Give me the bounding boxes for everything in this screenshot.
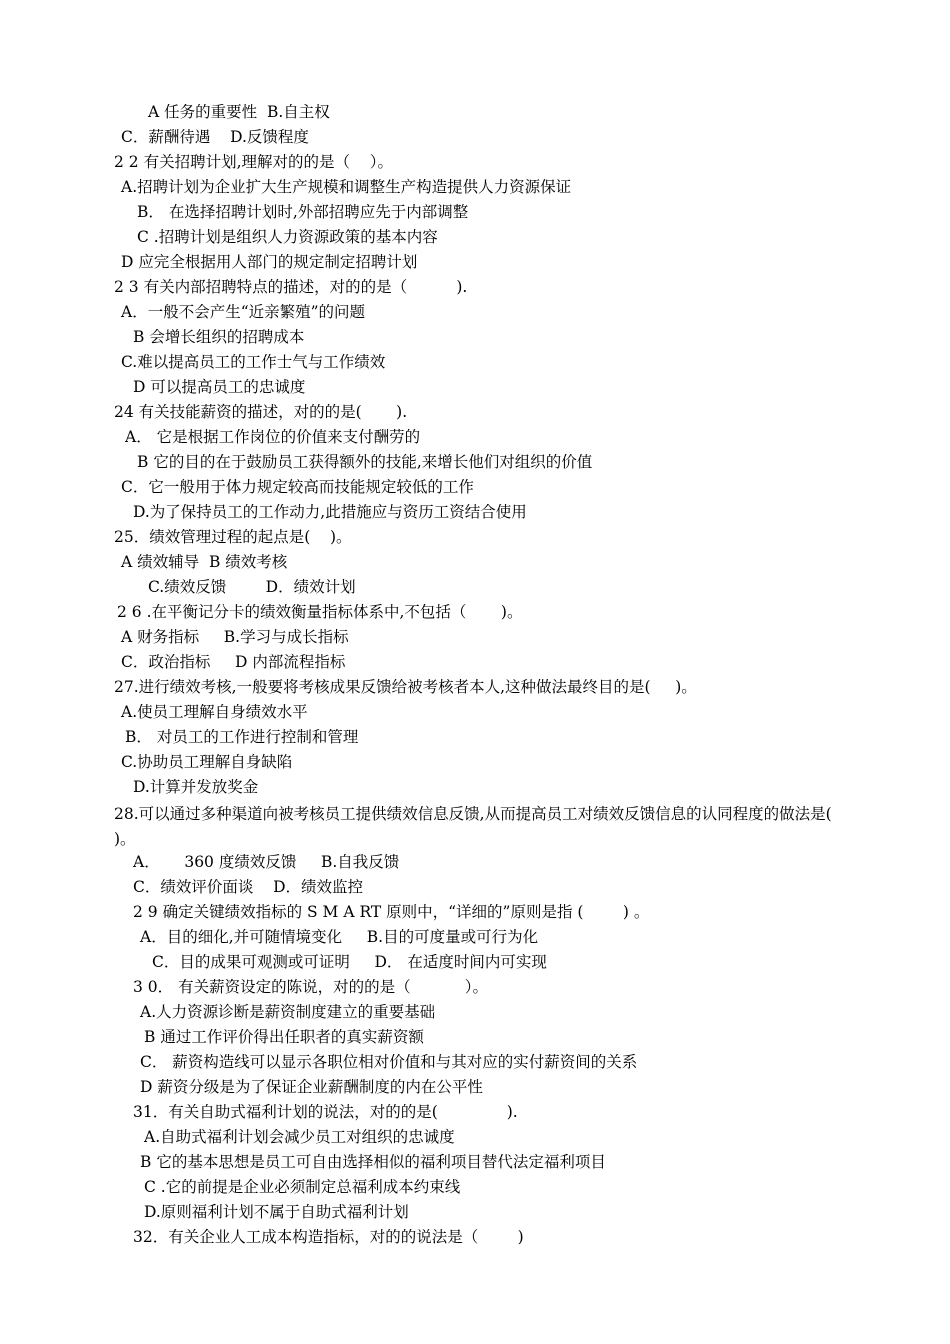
option-line: C .它的前提是企业必须制定总福利成本约束线 bbox=[144, 1178, 461, 1196]
option-line: C.绩效反馈 D．绩效计划 bbox=[148, 578, 356, 596]
question-line: 27.进行绩效考核,一般要将考核成果反馈给被考核者本人,这种做法最终目的是( )。 bbox=[114, 678, 697, 696]
question-line: 2 9 确定关键绩效指标的 S M A RT 原则中，“详细的”原则是指 ( ) 。 bbox=[133, 903, 650, 921]
option-line: C.难以提高员工的工作士气与工作绩效 bbox=[121, 353, 386, 371]
option-line: B 会增长组织的招聘成本 bbox=[133, 328, 305, 346]
option-line: A.人力资源诊断是薪资制度建立的重要基础 bbox=[140, 1003, 436, 1021]
option-line: A． 360 度绩效反馈 B.自我反馈 bbox=[133, 853, 400, 871]
option-line: A．目的细化,并可随情境变化 B.目的可度量或可行为化 bbox=[140, 928, 539, 946]
option-line: D.为了保持员工的工作动力,此措施应与资历工资结合使用 bbox=[133, 503, 527, 521]
question-line: 28.可以通过多种渠道向被考核员工提供绩效信息反馈,从而提高员工对绩效反馈信息的认同程度的做法是( )。 bbox=[114, 805, 832, 848]
option-line: D 薪资分级是为了保证企业薪酬制度的内在公平性 bbox=[140, 1078, 483, 1096]
question-line: 25．绩效管理过程的起点是( )。 bbox=[114, 528, 352, 546]
option-line: D 可以提高员工的忠诚度 bbox=[133, 378, 306, 396]
option-line: A.自助式福利计划会减少员工对组织的忠诚度 bbox=[144, 1128, 455, 1146]
question-line: 32．有关企业人工成本构造指标，对的的说法是（ ) bbox=[133, 1228, 524, 1246]
option-line: C． 薪资构造线可以显示各职位相对价值和与其对应的实付薪资间的关系 bbox=[140, 1053, 638, 1071]
question-line: 2 2 有关招聘计划,理解对的的是（ ）。 bbox=[114, 153, 393, 171]
option-line: B 它的基本思想是员工可自由选择相似的福利项目替代法定福利项目 bbox=[140, 1153, 606, 1171]
option-line: C .招聘计划是组织人力资源政策的基本内容 bbox=[137, 228, 438, 246]
option-line: A.使员工理解自身绩效水平 bbox=[121, 703, 308, 721]
question-line: 24 有关技能薪资的描述，对的的是( ). bbox=[114, 403, 408, 421]
option-line: B． 在选择招聘计划时,外部招聘应先于内部调整 bbox=[137, 203, 469, 221]
option-line: C．目的成果可观测或可证明 D． 在适度时间内可实现 bbox=[152, 953, 547, 971]
option-line: A.招聘计划为企业扩大生产规模和调整生产构造提供人力资源保证 bbox=[121, 178, 572, 196]
question-line: 2 3 有关内部招聘特点的描述，对的的是（ ). bbox=[114, 278, 468, 296]
option-line: A． 它是根据工作岗位的价值来支付酬劳的 bbox=[125, 428, 421, 446]
option-line: C．政治指标 D 内部流程指标 bbox=[121, 653, 346, 671]
option-line: A 财务指标 B.学习与成长指标 bbox=[121, 628, 349, 646]
option-line: A 绩效辅导 B 绩效考核 bbox=[121, 553, 288, 571]
question-line: 2 6 .在平衡记分卡的绩效衡量指标体系中,不包括（ )。 bbox=[117, 603, 523, 621]
option-line: B． 对员工的工作进行控制和管理 bbox=[125, 728, 359, 746]
option-line: D.原则福利计划不属于自助式福利计划 bbox=[144, 1203, 409, 1221]
question-line: 31．有关自助式福利计划的说法，对的的是( ). bbox=[133, 1103, 518, 1121]
option-line: C．薪酬待遇 D.反馈程度 bbox=[121, 128, 309, 146]
option-line: C．绩效评价面谈 D．绩效监控 bbox=[133, 878, 363, 896]
option-line: B 它的目的在于鼓励员工获得额外的技能,来增长他们对组织的价值 bbox=[137, 453, 593, 471]
option-line: D.计算并发放奖金 bbox=[133, 778, 259, 796]
option-line: C．它一般用于体力规定较高而技能规定较低的工作 bbox=[121, 478, 474, 496]
option-line: D 应完全根据用人部门的规定制定招聘计划 bbox=[121, 253, 418, 271]
question-line: 3 0． 有关薪资设定的陈说，对的的是（ ）。 bbox=[133, 978, 489, 996]
option-line: C.协助员工理解自身缺陷 bbox=[121, 753, 293, 771]
option-line: A．一般不会产生“近亲繁殖”的问题 bbox=[121, 303, 366, 321]
option-line: A 任务的重要性 B.自主权 bbox=[148, 103, 330, 121]
option-line: B 通过工作评价得出任职者的真实薪资额 bbox=[144, 1028, 424, 1046]
